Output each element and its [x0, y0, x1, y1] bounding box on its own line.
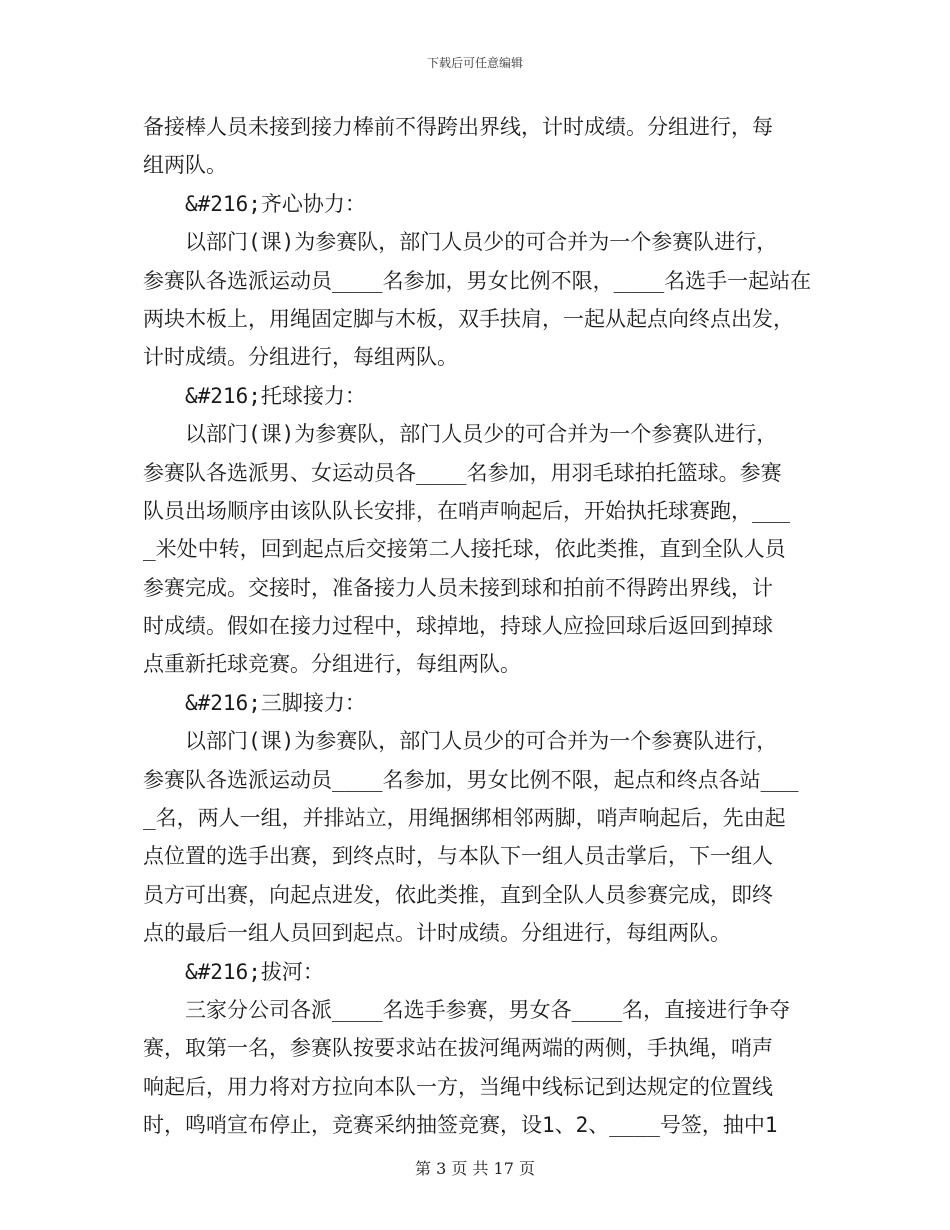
- text-line: 参赛队各选派男、女运动员各____名参加，用羽毛球拍托篮球。参赛: [143, 460, 782, 485]
- text-line: 以部门(课)为参赛队，部门人员少的可合并为一个参赛队进行，: [185, 729, 778, 754]
- text-line: 三家分公司各派____名选手参赛，男女各____名，直接进行争夺: [185, 997, 791, 1022]
- text-line: 以部门(课)为参赛队，部门人员少的可合并为一个参赛队进行，: [185, 230, 778, 255]
- text-line: 响起后，用力将对方拉向本队一方，当绳中线标记到达规定的位置线: [143, 1074, 773, 1099]
- text-line: 点重新托球竞赛。分组进行，每组两队。: [143, 652, 521, 677]
- text-line: 参赛完成。交接时，准备接力人员未接到球和拍前不得跨出界线，计: [143, 575, 773, 600]
- text-line: 参赛队各选派运动员____名参加，男女比例不限，起点和终点各站___: [143, 767, 799, 792]
- text-line: 计时成绩。分组进行，每组两队。: [143, 345, 458, 370]
- text-line: 队员出场顺序由该队队长安排，在哨声响起后，开始执托球赛跑，___: [143, 498, 790, 523]
- text-line: 备接棒人员未接到接力棒前不得跨出界线，计时成绩。分组进行，每: [143, 115, 773, 139]
- page-footer: 第 3 页 共 17 页: [415, 1159, 535, 1178]
- text-line: 参赛队各选派运动员____名参加，男女比例不限，____名选手一起站在: [143, 268, 812, 293]
- text-line: 时成绩。假如在接力过程中，球掉地，持球人应捡回球后返回到掉球: [143, 614, 773, 639]
- text-line: &#216;拔河：: [185, 959, 324, 984]
- text-line: &#216;三脚接力：: [185, 690, 366, 715]
- text-line: 两块木板上，用绳固定脚与木板，双手扶肩，一起从起点向终点出发，: [143, 306, 794, 331]
- text-line: _名，两人一组，并排站立，用绳捆绑相邻两脚，哨声响起后，先由起: [143, 806, 786, 831]
- header-note: 下载后可任意编辑: [426, 56, 523, 70]
- document-body: [143, 108, 813, 1145]
- text-line: 点的最后一组人员回到起点。计时成绩。分组进行，每组两队。: [143, 921, 731, 946]
- text-line: &#216;托球接力：: [185, 383, 366, 408]
- text-line: 以部门(课)为参赛队，部门人员少的可合并为一个参赛队进行，: [185, 422, 778, 447]
- text-line: 时，鸣哨宣布停止，竞赛采纳抽签竞赛，设1、2、____号签，抽中1: [143, 1113, 778, 1138]
- text-line: _米处中转，回到起点后交接第二人接托球，依此类推，直到全队人员: [143, 537, 786, 562]
- text-line: &#216;齐心协力：: [185, 191, 366, 216]
- text-line: 组两队。: [143, 153, 227, 178]
- text-line: 点位置的选手出赛，到终点时，与本队下一组人员击掌后，下一组人: [143, 844, 773, 869]
- text-line: 员方可出赛，向起点进发，依此类推，直到全队人员参赛完成，即终: [143, 882, 773, 907]
- text-line: 赛，取第一名，参赛队按要求站在拔河绳两端的两侧，手执绳，哨声: [143, 1036, 773, 1061]
